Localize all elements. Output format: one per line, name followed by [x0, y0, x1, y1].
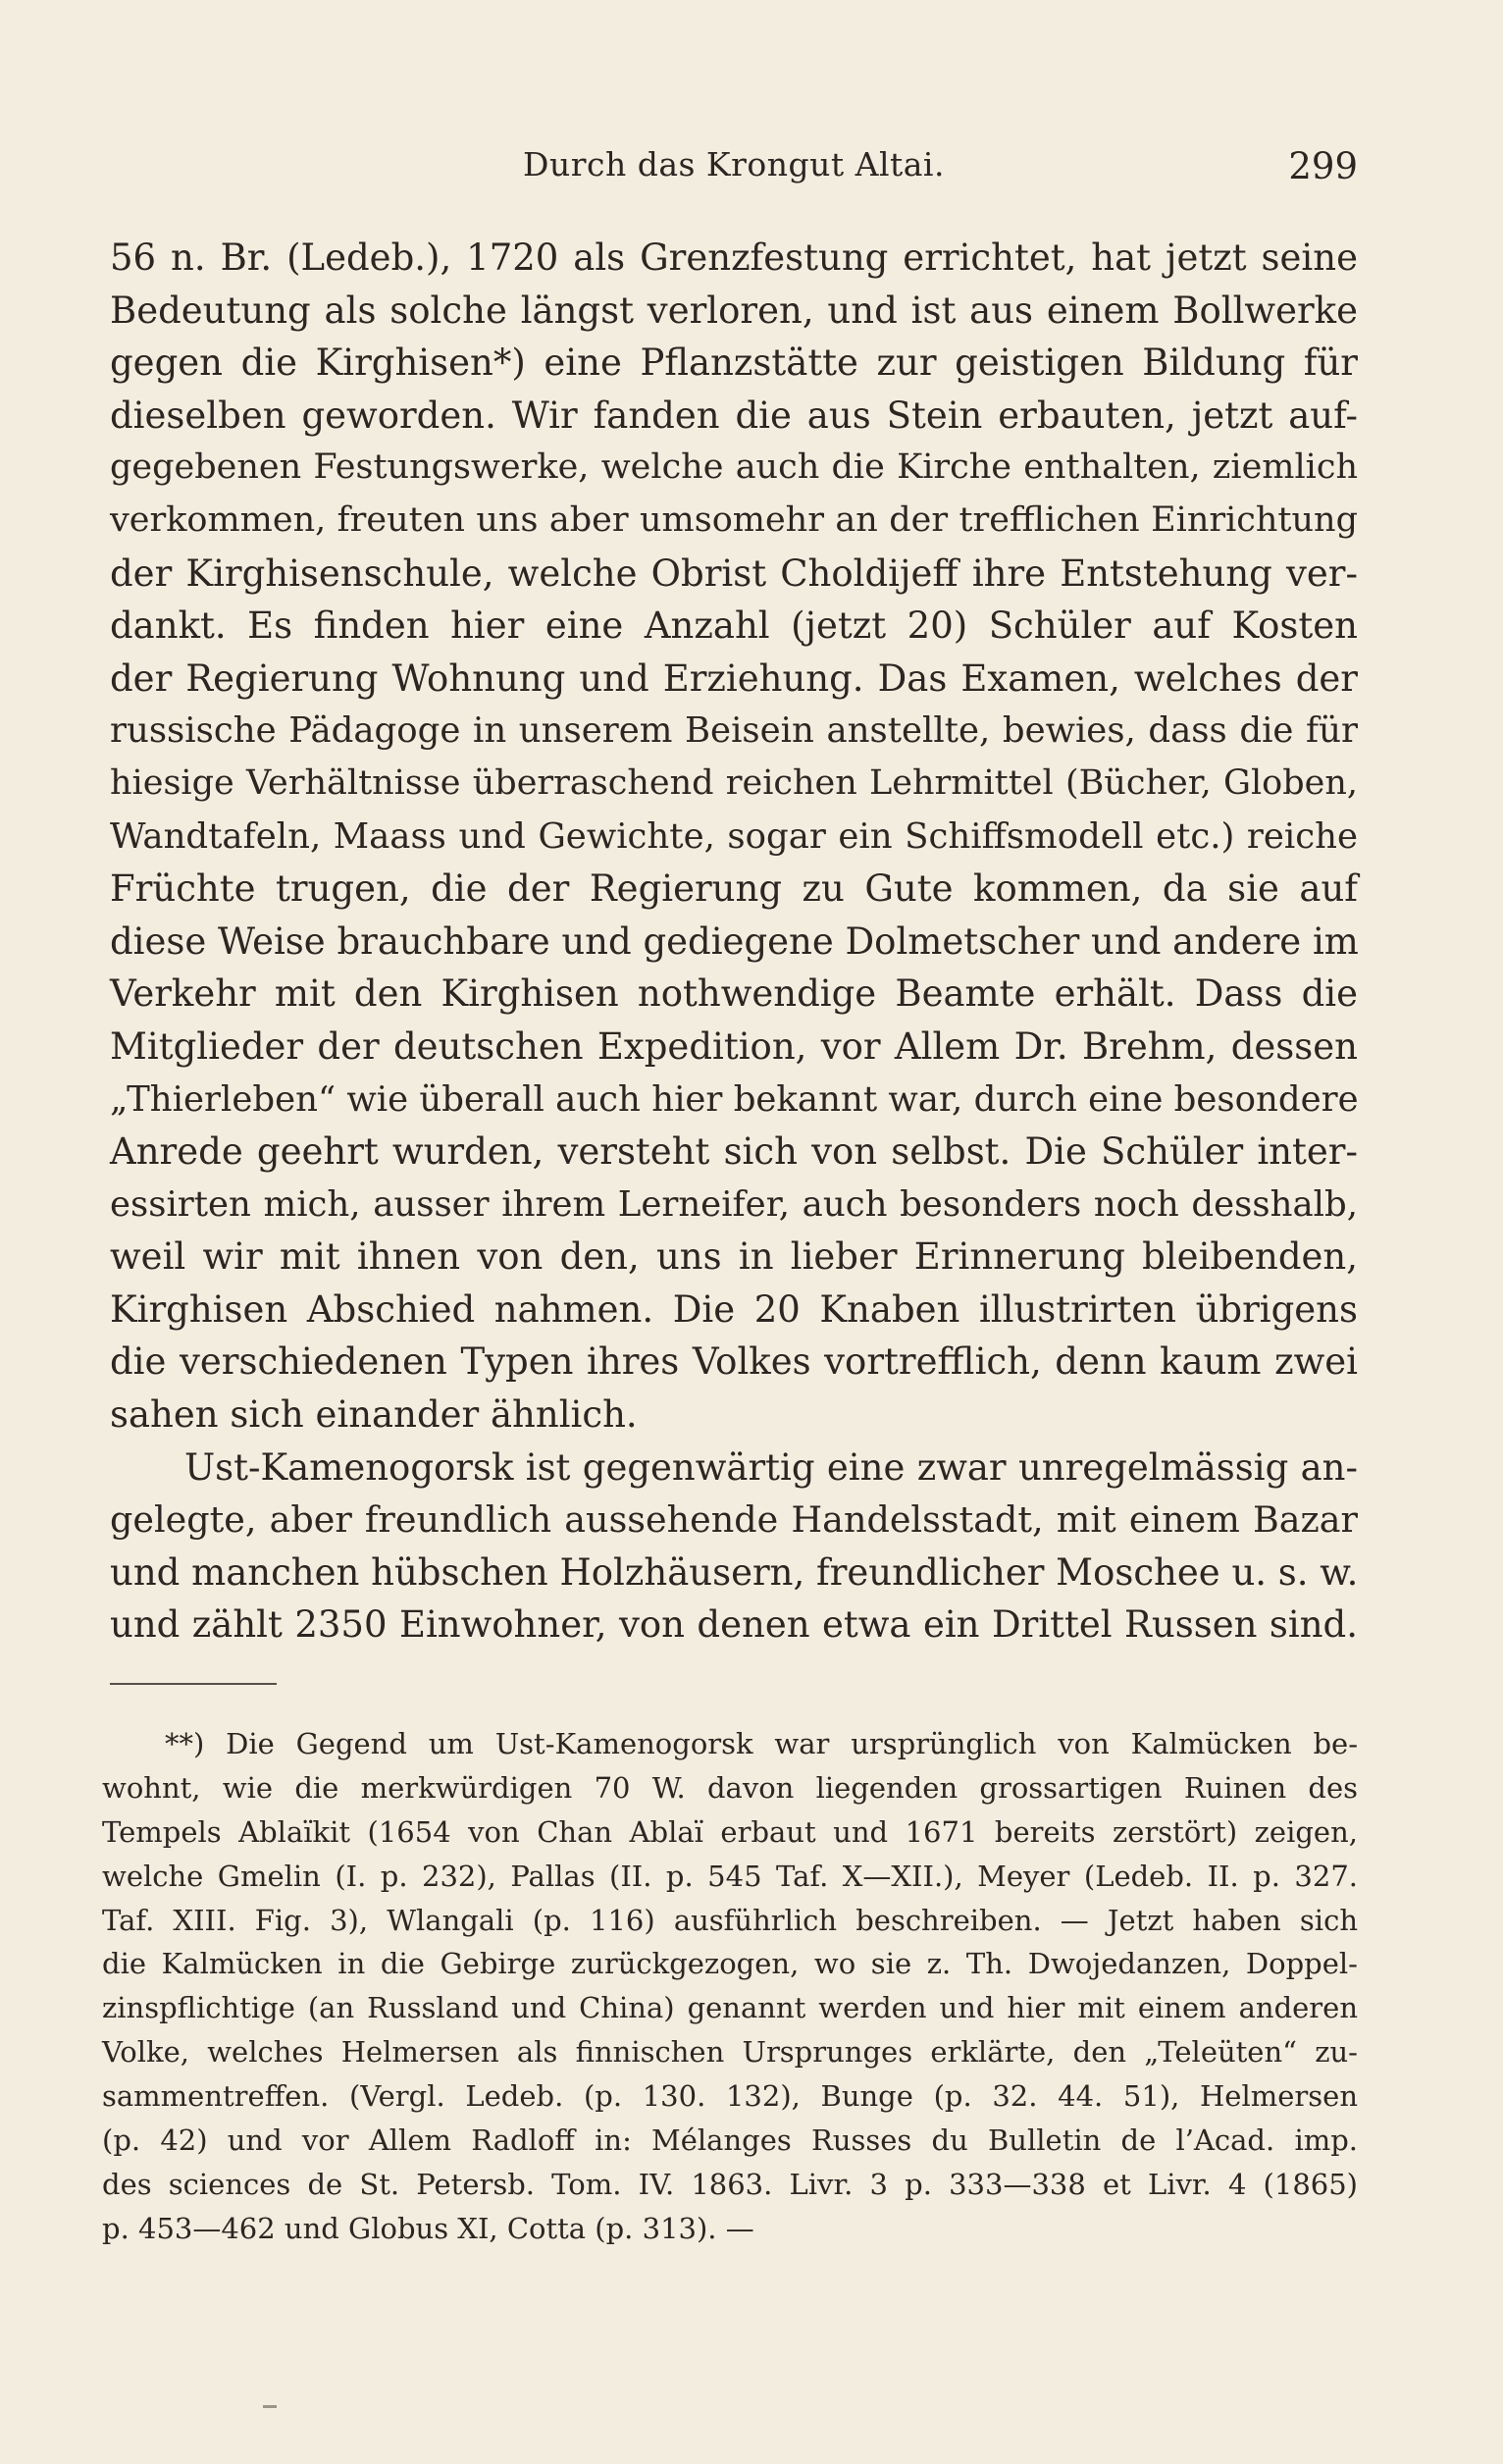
page-number: 299 — [1288, 145, 1358, 187]
footnote-line: die Kalmücken in die Gebirge zurückgezogen, wo sie z. Th. Dwojedanzen, Doppel- — [102, 1947, 1358, 1981]
text-line: gegen die Kirghisen*) eine Pflanzstätte zur geistigen Bildung für — [110, 341, 1358, 385]
footnote-line: wohnt, wie die merkwürdigen 70 W. davon liegenden grossartigen Ruinen des — [102, 1770, 1358, 1805]
text-line: „Thierleben“ wie überall auch hier bekannt war, durch eine besondere — [110, 1078, 1359, 1120]
text-line: Früchte trugen, die der Regierung zu Gute kommen, da sie auf — [110, 867, 1358, 911]
text-line: der Kirghisenschule, welche Obrist Choldijeff ihre Entstehung ver- — [110, 551, 1358, 595]
text-line: diese Weise brauchbare und gediegene Dolmetscher und andere im — [110, 919, 1359, 963]
text-line: Anrede geehrt wurden, versteht sich von selbst. Die Schüler inter- — [110, 1130, 1358, 1174]
running-title: Durch das Krongut Altai. — [523, 145, 945, 183]
footnote-line: welche Gmelin (I. p. 232), Pallas (II. p. 545 Taf. X—XII.), Meyer (Ledeb. II. p. 327. — [102, 1859, 1358, 1893]
text-line: Kirghisen Abschied nahmen. Die 20 Knaben illustrirten übrigens — [110, 1287, 1358, 1331]
text-line: Ust-Kamenogorsk ist gegenwärtig eine zwar unregelmässig an- — [184, 1445, 1358, 1489]
footnote-line: sammentreffen. (Vergl. Ledeb. (p. 130. 132), Bunge (p. 32. 44. 51), Helmersen — [102, 2079, 1358, 2114]
text-line: Bedeutung als solche längst verloren, und ist aus einem Bollwerke — [110, 288, 1358, 332]
text-line: gelegte, aber freundlich aussehende Handelsstadt, mit einem Bazar — [110, 1498, 1358, 1542]
text-line: gegebenen Festungswerke, welche auch die Kirche enthalten, ziemlich — [110, 447, 1358, 488]
footnote-line: p. 453—462 und Globus XI, Cotta (p. 313). — — [102, 2211, 754, 2245]
paper-speck — [263, 2405, 277, 2408]
text-line: und zählt 2350 Einwohner, von denen etwa ein Drittel Russen sind. — [110, 1603, 1358, 1647]
text-line: Verkehr mit den Kirghisen nothwendige Beamte erhält. Dass die — [110, 972, 1358, 1016]
text-line: verkommen, freuten uns aber umsomehr an der trefflichen Einrichtung — [110, 499, 1358, 540]
footnote-line: Tempels Ablaïkit (1654 von Chan Ablaï erbaut und 1671 bereits zerstört) zeigen, — [102, 1814, 1358, 1849]
footnote-line: zinspflichtige (an Russland und China) genannt werden und hier mit einem anderen — [102, 1991, 1358, 2025]
footnote-line: Taf. XIII. Fig. 3), Wlangali (p. 116) ausführlich beschreiben. — Jetzt haben sich — [102, 1903, 1358, 1937]
text-line: der Regierung Wohnung und Erziehung. Das Examen, welches der — [110, 656, 1358, 700]
text-line: 56 n. Br. (Ledeb.), 1720 als Grenzfestung errichtet, hat jetzt seine — [110, 236, 1358, 279]
text-line: weil wir mit ihnen von den, uns in lieber Erinnerung bleibenden, — [110, 1235, 1358, 1279]
text-line: dankt. Es finden hier eine Anzahl (jetzt 20) Schüler auf Kosten — [110, 604, 1358, 648]
footnote-line: **) Die Gegend um Ust-Kamenogorsk war ursprünglich von Kalmücken be- — [165, 1727, 1358, 1760]
text-line: und manchen hübschen Holzhäusern, freundlicher Moschee u. s. w. — [110, 1550, 1359, 1594]
text-line: die verschiedenen Typen ihres Volkes vortrefflich, denn kaum zwei — [110, 1340, 1358, 1384]
running-head — [110, 145, 1358, 194]
footnote-line: (p. 42) und vor Allem Radloff in: Mélanges Russes du Bulletin de l’Acad. imp. — [102, 2123, 1358, 2158]
text-line: essirten mich, ausser ihrem Lerneifer, auch besonders noch desshalb, — [110, 1183, 1358, 1225]
text-line: Wandtafeln, Maass und Gewichte, sogar ein Schiffsmodell etc.) reiche — [110, 815, 1358, 857]
text-line: Mitglieder der deutschen Expedition, vor Allem Dr. Brehm, dessen — [110, 1024, 1358, 1068]
footnote — [102, 1722, 1358, 2251]
footnote-line: Volke, welches Helmersen als finnischen Ursprunges erklärte, den „Teleüten“ zu- — [102, 2035, 1358, 2070]
text-line: russische Pädagoge in unserem Beisein anstellte, bewies, dass die für — [110, 710, 1358, 752]
body-text — [110, 232, 1358, 1651]
footnote-separator — [110, 1683, 277, 1685]
text-line: sahen sich einander ähnlich. — [110, 1393, 638, 1437]
text-line: dieselben geworden. Wir fanden die aus Stein erbauten, jetzt auf- — [110, 393, 1358, 437]
text-line: hiesige Verhältnisse überraschend reichen Lehrmittel (Bücher, Globen, — [110, 762, 1358, 803]
footnote-line: des sciences de St. Petersb. Tom. IV. 1863. Livr. 3 p. 333—338 et Livr. 4 (1865) — [102, 2167, 1358, 2201]
